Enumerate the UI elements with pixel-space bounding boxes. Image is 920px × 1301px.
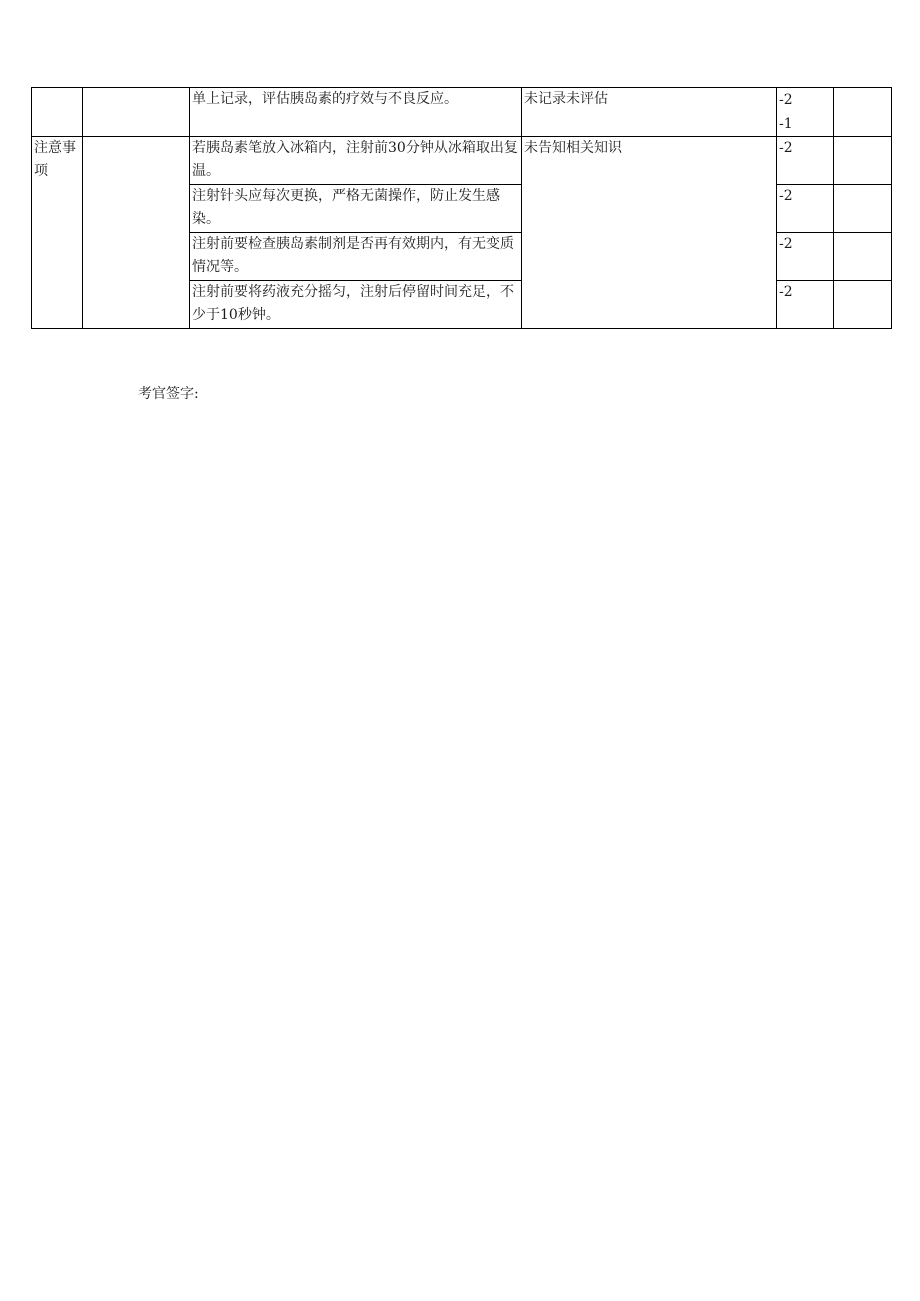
table-row (32, 88, 892, 137)
score-cell: -2 (777, 233, 834, 281)
actual-score-cell (834, 185, 892, 233)
category-cell (32, 88, 83, 137)
examiner-signature-label: 考官签字: (138, 386, 199, 402)
content-cell: 若胰岛素笔放入冰箱内，注射前30分钟从冰箱取出复温。 (190, 137, 522, 185)
scoring-table (31, 87, 892, 329)
score-cell: -2 (777, 137, 834, 185)
actual-score-cell (834, 233, 892, 281)
deduction-cell: 未告知相关知识 (522, 137, 777, 329)
actual-score-cell (834, 88, 892, 137)
score-cell: -2 (777, 185, 834, 233)
score-cell (777, 88, 834, 137)
content-cell: 注射前要将药液充分摇匀，注射后停留时间充足，不少于10秒钟。 (190, 281, 522, 329)
actual-score-cell (834, 137, 892, 185)
score-value: -2 (779, 92, 793, 108)
table-row (32, 137, 892, 185)
score-value: -1 (779, 116, 793, 132)
content-cell: 单上记录，评估胰岛素的疗效与不良反应。 (190, 88, 522, 137)
actual-score-cell (834, 281, 892, 329)
subcategory-cell (83, 137, 190, 329)
subcategory-cell (83, 88, 190, 137)
score-cell: -2 (777, 281, 834, 329)
content-cell: 注射针头应每次更换，严格无菌操作，防止发生感染。 (190, 185, 522, 233)
deduction-cell: 未记录未评估 (522, 88, 777, 137)
category-cell: 注意事项 (32, 137, 83, 329)
content-cell: 注射前要检查胰岛素制剂是否再有效期内，有无变质情况等。 (190, 233, 522, 281)
